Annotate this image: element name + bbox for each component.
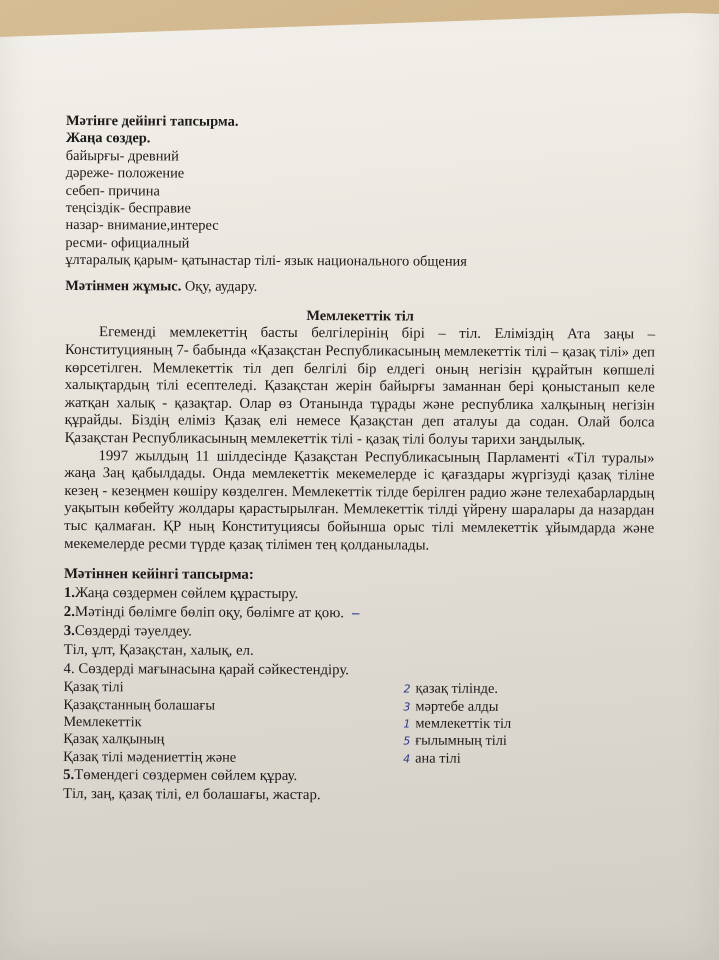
- text-work-line: [65, 278, 655, 298]
- matching-table: [63, 679, 653, 769]
- vocabulary-item: себеп- причина: [65, 182, 160, 200]
- match-right: [403, 681, 563, 699]
- vocabulary-item: дәреже- положение: [65, 165, 185, 182]
- task-text: Мәтінді бөлімге бөліп оқу, бөлімге ат қою.: [74, 604, 345, 622]
- match-right: [403, 733, 563, 751]
- match-right-text: ғылымның тілі: [415, 732, 507, 750]
- match-row: [63, 731, 563, 751]
- match-right: [403, 698, 563, 716]
- task-3: [64, 622, 654, 644]
- task-number: 3.: [63, 623, 75, 640]
- match-left: Қазақстанның болашағы: [63, 696, 216, 714]
- text-paragraph: 1997 жылдың 11 шілдесінде Қазақстан Республикасының Парламенті «Тіл туралы» жаңа Заң қабылдады. Онда мемлекеттік мекемелерде іс қағаздары жүргізуді қазақ тіліне кезең - кезеңмен көшіру көзделген. Мемлекеттік тілде берілген радио және телехабарлардың уақытын көбейту жолдары қарастырылған. Мемлекеттік тілді үйрену шаралары да назардан тыс қалмаған. ҚР ның Конституциясы бойынша орыс тілі мемлекеттік ұйымдарда және мекемелерде ресми түрде қазақ тілімен тең қолданылады.: [64, 447, 655, 554]
- task-2: [64, 603, 654, 625]
- post-tasks: [63, 565, 654, 807]
- document-content: [63, 113, 656, 807]
- text-title: Мемлекеттік тіл: [306, 308, 414, 325]
- vocabulary-item: байырғы- древний: [65, 147, 179, 165]
- new-words-heading: Жаңа сөздер.: [65, 130, 151, 147]
- match-row: [63, 714, 563, 734]
- vocabulary-item: ұлтаралық қарым- қатынастар тілі- язык национального общения: [65, 252, 467, 271]
- task-text: Жаңа сөздермен сөйлем құрастыру.: [74, 585, 299, 603]
- task-4: 4. Сөздерді мағынасына қарай сәйкестендіру.: [63, 661, 350, 679]
- task-number: 2.: [63, 604, 75, 621]
- task-1: [64, 584, 654, 606]
- handwritten-number: 1: [403, 717, 411, 731]
- match-row: [63, 697, 563, 717]
- task-5: [63, 766, 653, 788]
- vocabulary-item: теңсіздік- бесправие: [65, 200, 191, 217]
- match-right-text: ана тілі: [415, 750, 461, 767]
- match-right: [403, 715, 563, 733]
- handwritten-number: 2: [403, 682, 411, 696]
- task-5-words: Тіл, заң, қазақ тілі, ел болашағы, жастар.: [62, 786, 321, 804]
- task-number: 5.: [63, 767, 75, 784]
- match-row: [63, 679, 563, 699]
- post-tasks-heading: Мәтіннен кейінгі тапсырма:: [63, 566, 254, 584]
- match-left: Мемлекеттік: [63, 713, 142, 731]
- task-text: Сөздерді тәуелдеу.: [74, 623, 192, 640]
- handwritten-number: 4: [403, 752, 411, 766]
- text-paragraph: Егеменді мемлекеттің басты белгілерінің бірі – тіл. Еліміздің Ата заңы – Конституцияның 7- бабында «Қазақстан Республикасының мемлекеттік тілі – қазақ тілі» деп көрсетілген. Мемлекеттік тіл деп белгілі бір елдегі оның негізін құрайтын көпшелі халықтардың тілі есептеледі. Қазақстан жерін байырғы заманнан бері қоныстанып келе жатқан халық - қазақтар. Олар өз Отанында тұрады және республика халқының негізін құрайды. Біздің еліміз Қазақ елі немесе Қазақстан деп аталуы да содан. Олай болса Қазақстан Республикасының мемлекеттік тілі - қазақ тілі болуы тарихи заңдылық.: [64, 324, 656, 449]
- text-work-label: Мәтінмен жұмыс.: [65, 277, 182, 295]
- pretext-heading: Мәтінге дейінгі тапсырма.: [65, 113, 239, 130]
- task-text: Төмендегі сөздермен сөйлем құрау.: [74, 767, 298, 785]
- match-left: Қазақ тілі мәдениеттің және: [63, 748, 237, 766]
- text-work-instruction: Оқу, аудару.: [181, 278, 258, 295]
- match-left: Қазақ халқының: [63, 731, 165, 748]
- vocabulary-item: ресми- официалный: [65, 234, 190, 252]
- task-number: 1.: [63, 585, 76, 602]
- handwritten-number: 5: [403, 734, 411, 748]
- task-3-words: Тіл, ұлт, Қазақстан, халық, ел.: [63, 642, 254, 660]
- match-right: [403, 750, 563, 768]
- match-row: [63, 749, 563, 769]
- match-right-text: мәртебе алды: [415, 698, 499, 715]
- match-left: Қазақ тілі: [63, 679, 124, 696]
- handwritten-number: 3: [403, 700, 411, 714]
- vocabulary-list: [65, 148, 656, 272]
- vocabulary-item: назар- внимание,интерес: [65, 217, 219, 235]
- match-right-text: мемлекеттік тіл: [415, 715, 512, 732]
- match-right-text: қазақ тілінде.: [415, 680, 499, 698]
- handwritten-dash: –: [351, 605, 360, 622]
